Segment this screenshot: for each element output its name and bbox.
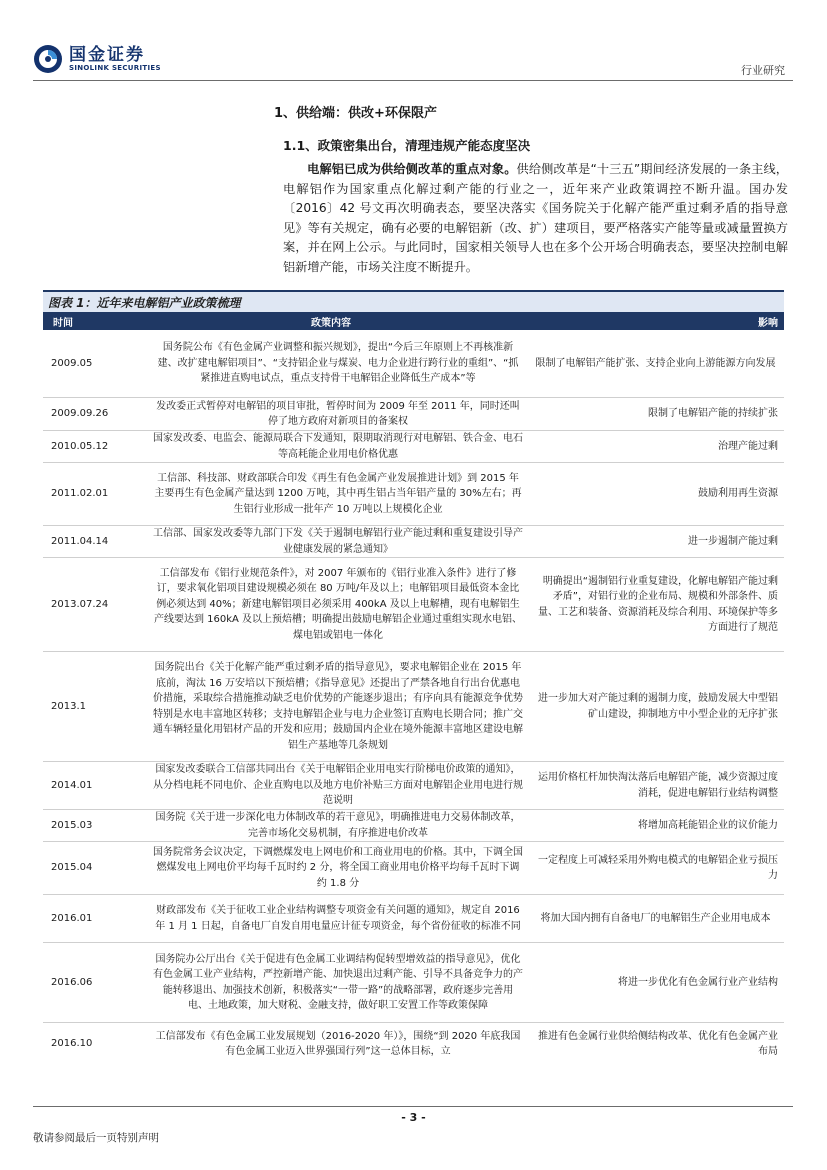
row-date: 2016.10 xyxy=(51,1038,93,1050)
row-date: 2011.04.14 xyxy=(51,535,109,547)
page-number: - 3 - xyxy=(401,1111,426,1124)
row-date: 2009.09.26 xyxy=(51,408,109,420)
header-divider xyxy=(33,80,793,81)
table-row xyxy=(43,810,784,842)
table-row xyxy=(43,526,784,558)
row-impact: 一定程度上可减轻采用外购电模式的电解铝企业亏损压力 xyxy=(538,854,778,881)
body-paragraph xyxy=(283,160,788,277)
row-policy: 国家发改委联合工信部共同出台《关于电解铝企业用电实行阶梯电价政策的通知》，从分档电耗不同电价、企业直购电以及地方电价补贴三方面对电解铝企业用电进行规范说明 xyxy=(153,764,523,807)
row-impact: 限制了电解铝产能的持续扩张 xyxy=(648,408,778,420)
row-impact: 限制了电解铝产能扩张、支持企业向上游能源方向发展 xyxy=(535,357,776,369)
row-date: 2016.01 xyxy=(51,912,93,924)
row-impact: 鼓励利用再生资源 xyxy=(698,488,778,500)
row-policy: 工信部、科技部、财政部联合印发《再生有色金属产业发展推进计划》到 2015 年主要再生有色金属产量达到 1200 万吨，其中再生铝占当年铝产量的 30%左右；再生铝行业形成一批年产 10 万吨以上规模化企业 xyxy=(154,472,522,515)
row-policy: 财政部发布《关于征收工业企业结构调整专项资金有关问题的通知》，规定自 2016 年 1 月 1 日起，自备电厂自发自用电量应计征专项资金，每个省份征收的标准不同 xyxy=(155,905,521,932)
row-policy: 国家发改委、电监会、能源局联合下发通知，限期取消现行对电解铝、铁合金、电石等高耗能企业用电价格优惠 xyxy=(153,433,523,460)
row-policy: 国务院《关于进一步深化电力体制改革的若干意见》，明确推进电力交易体制改革，完善市场化交易机制，有序推进电价改革 xyxy=(155,812,521,839)
row-date: 2010.05.12 xyxy=(51,440,109,452)
section-heading: 1、供给端：供改+环保限产 xyxy=(274,106,437,121)
footer-disclaimer: 敬请参阅最后一页特别声明 xyxy=(33,1132,159,1144)
column-header-time: 时间 xyxy=(53,318,73,329)
page-header xyxy=(33,40,793,80)
row-impact: 进一步加大对产能过剩的遏制力度，鼓励发展大中型铝矿山建设，抑制地方中小型企业的无序扩张 xyxy=(538,693,778,720)
row-date: 2015.03 xyxy=(51,819,93,831)
table-row xyxy=(43,463,784,526)
row-impact: 将进一步优化有色金属行业产业结构 xyxy=(618,976,778,988)
row-date: 2014.01 xyxy=(51,779,93,791)
logo-english-name: SINOLINK SECURITIES xyxy=(69,63,161,72)
row-date: 2015.04 xyxy=(51,862,93,874)
logo-chinese-name: 国金证券 xyxy=(69,44,145,65)
sinolink-logo-icon xyxy=(33,44,63,74)
table-row xyxy=(43,431,784,463)
table-row xyxy=(43,895,784,943)
row-policy: 国务院办公厅出台《关于促进有色金属工业调结构促转型增效益的指导意见》，优化有色金属工业产业结构，严控新增产能、加快退出过剩产能、引导不具备竞争力的产能转移退出、加强技术创新，积极落实“一带一路”的战略部署，政府逐步完善用电、土地政策，加大财税、金融支持，做好职工安置工作等政策保障 xyxy=(153,953,523,1011)
table-row xyxy=(43,842,784,895)
row-date: 2009.05 xyxy=(51,357,93,369)
figure-title-bar xyxy=(43,290,784,312)
figure-title: 图表 1：近年来电解铝产业政策梳理 xyxy=(48,296,241,310)
subsection-heading: 1.1、政策密集出台，清理违规产能态度坚决 xyxy=(283,138,531,153)
row-policy: 发改委正式暂停对电解铝的项目审批，暂停时间为 2009 年至 2011 年，同时还叫停了地方政府对新项目的备案权 xyxy=(156,400,520,427)
row-policy: 国务院出台《关于化解产能严重过剩矛盾的指导意见》，要求电解铝企业在 2015 年底前，淘汰 16 万安培以下预焙槽；《指导意见》还提出了严禁各地自行出台优惠电价措施，采取综合措施推动缺乏电价优势的产能逐步退出；有序向具有能源竞争优势特别是水电丰富地区转移；支持电解铝企业与电力企业签订直购电长期合同；推广交通车辆轻量化用铝材产品的开发和应用；鼓励国内企业在境外能源丰富地区建设电解铝生产基地等几条规划 xyxy=(153,662,523,751)
sinolink-logo xyxy=(33,44,161,74)
row-impact: 将增加高耗能铝企业的议价能力 xyxy=(638,819,778,831)
row-date: 2013.07.24 xyxy=(51,598,109,610)
row-impact: 推进有色金属行业供给侧结构改革、优化有色金属产业布局 xyxy=(538,1030,778,1057)
row-policy: 工信部发布《铝行业规范条件》，对 2007 年颁布的《铝行业准入条件》进行了修订，要求氧化铝项目建设规模必须在 80 万吨/年及以上；电解铝项目最低资本金比例必须达到 40%；新建电解铝项目必须采用 400kA 及以上电解槽，现有电解铝生产线要达到 160kA 及以上预焙槽；明确提出鼓励电解铝企业通过重组实现水电铝、煤电铝或铝电一体化 xyxy=(153,567,523,641)
table-row xyxy=(43,330,784,398)
section-label: 行业研究 xyxy=(741,64,785,77)
table-header xyxy=(43,312,784,330)
column-header-impact: 影响 xyxy=(758,318,778,329)
table-row xyxy=(43,762,784,810)
table-row xyxy=(43,1023,784,1065)
row-impact: 进一步遏制产能过剩 xyxy=(688,535,778,547)
footer-divider xyxy=(33,1106,793,1107)
row-impact: 将加大国内拥有自备电厂的电解铝生产企业用电成本 xyxy=(540,912,771,924)
row-policy: 工信部、国家发改委等九部门下发《关于遏制电解铝行业产能过剩和重复建设引导产业健康发展的紧急通知》 xyxy=(153,528,523,555)
row-policy: 国务院公布《有色金属产业调整和振兴规划》，提出“今后三年原则上不再核准新建、改扩建电解铝项目”、“支持铝企业与煤炭、电力企业进行跨行业的重组”、“抓紧推进直购电试点，重点支持骨干电解铝企业降低生产成本”等 xyxy=(157,342,519,385)
row-impact: 运用价格杠杆加快淘汰落后电解铝产能，减少资源过度消耗，促进电解铝行业结构调整 xyxy=(538,772,778,799)
table-row xyxy=(43,558,784,652)
table-row xyxy=(43,398,784,431)
table-row xyxy=(43,943,784,1023)
row-policy: 国务院常务会议决定，下调燃煤发电上网电价和工商业用电的价格。其中，下调全国燃煤发电上网电价平均每千瓦时约 2 分，将全国工商业用电价格平均每千瓦时下调约 1.8 分 xyxy=(153,846,523,889)
paragraph-lead: 电解铝已成为供给侧改革的重点对象。 xyxy=(307,162,517,176)
paragraph-body: 供给侧改革是“十三五”期间经济发展的一条主线，电解铝作为国家重点化解过剩产能的行业之一，近年来产业政策调控不断升温。国办发〔2016〕42 号文再次明确表态，要坚决落实《国务院关于化解产能严重过剩矛盾的指导意见》等有关规定，确有必要的电解铝新（改、扩）建项目，要严格落实产能等量或减量置换方案，并在网上公示。与此同时，国家相关领导人也在多个公开场合明确表态，要坚决控制电解铝新增产能，市场关注度不断提升。 xyxy=(283,162,788,274)
row-impact: 治理产能过剩 xyxy=(718,440,778,452)
table-row xyxy=(43,652,784,762)
row-date: 2013.1 xyxy=(51,700,86,712)
row-date: 2016.06 xyxy=(51,976,93,988)
column-header-policy: 政策内容 xyxy=(311,318,351,329)
row-date: 2011.02.01 xyxy=(51,488,109,500)
row-policy: 工信部发布《有色金属工业发展规划（2016-2020 年）》，围绕“到 2020 年底我国有色金属工业迈入世界强国行列”这一总体目标，立 xyxy=(155,1030,521,1057)
row-impact: 明确提出“遏制铝行业重复建设，化解电解铝产能过剩矛盾”，对铝行业的企业布局、规模和外部条件、质量、工艺和装备、资源消耗及综合利用、环境保护等多方面进行了规范 xyxy=(538,575,778,633)
